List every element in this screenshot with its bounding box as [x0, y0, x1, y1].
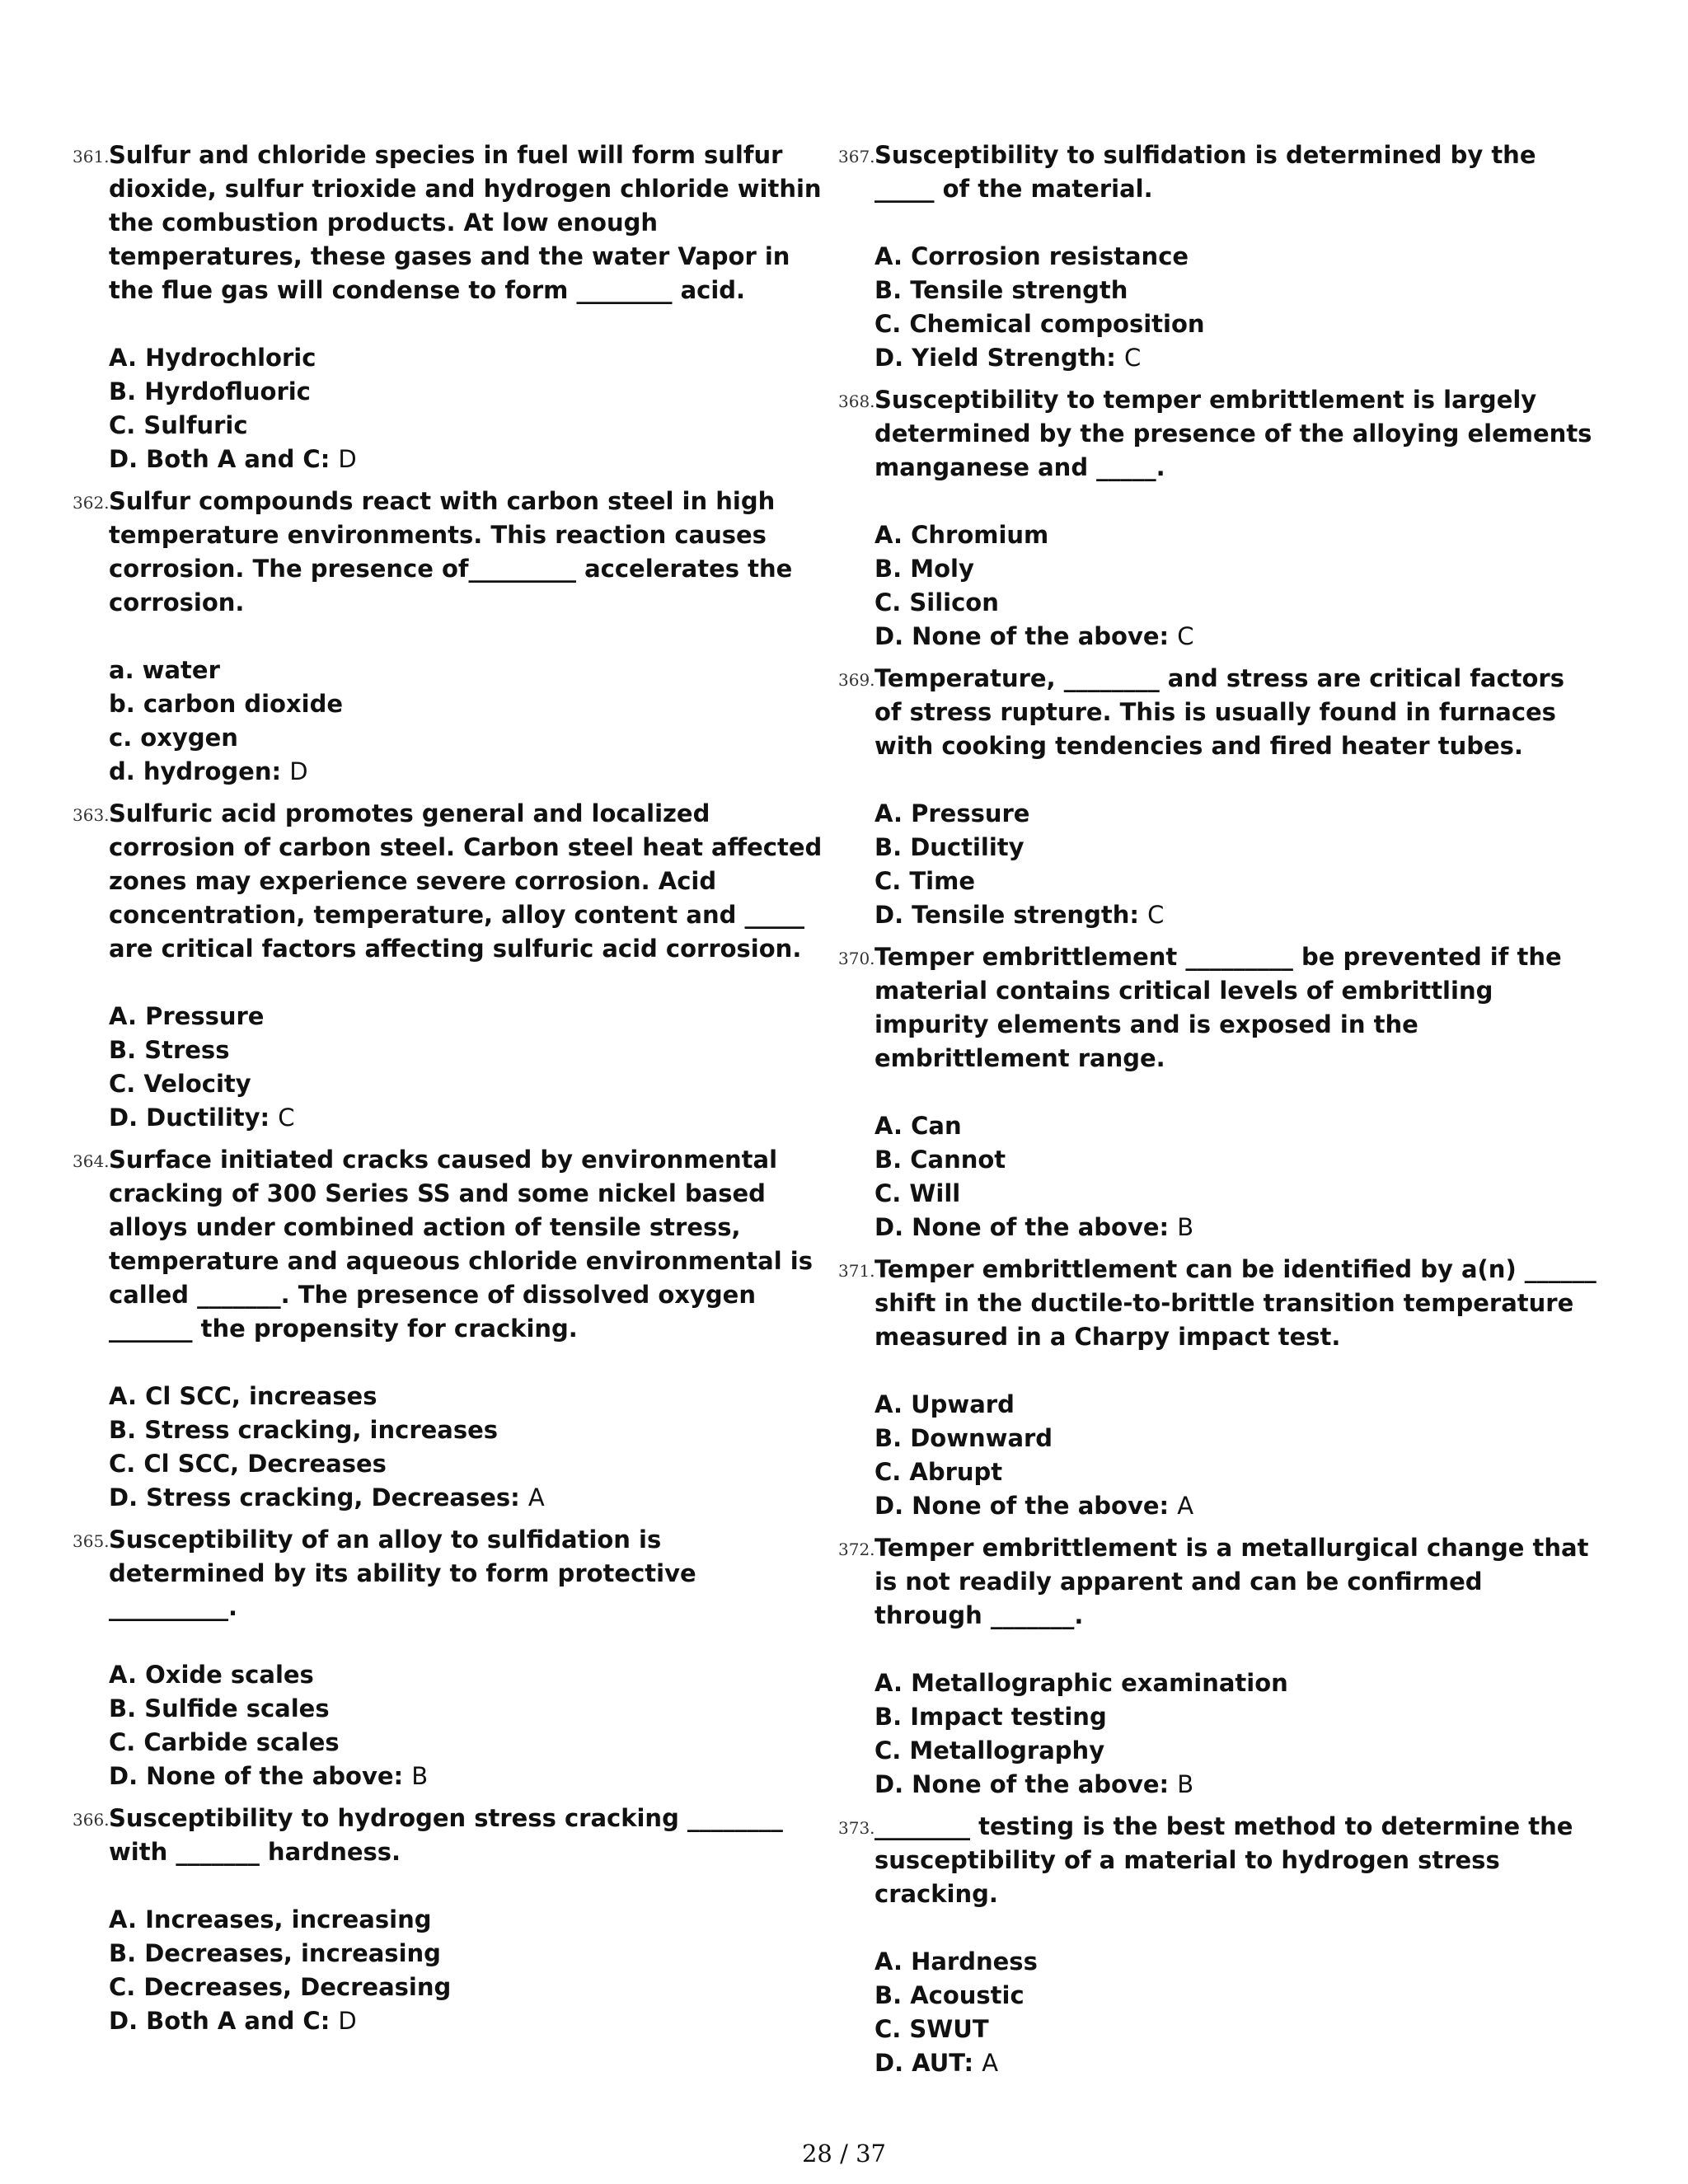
option-item: B. Impact testing — [874, 1703, 1107, 1731]
option-item-with-answer — [874, 1489, 1597, 1523]
option-item: B. Hyrdofluoric — [109, 377, 311, 405]
left-column — [73, 138, 823, 2046]
last-option-text: D. Ductility: — [109, 1104, 270, 1132]
page-number: 28 / 37 — [801, 2139, 886, 2168]
option-item: A. Cl SCC, increases — [109, 1382, 377, 1410]
last-option-text: D. Yield Strength: — [874, 344, 1116, 372]
question-text: Susceptibility to hydrogen stress cracking ________ with _______ hardness. — [109, 1804, 783, 1866]
options-list — [874, 1388, 1597, 1523]
option-item: a. water — [109, 656, 220, 684]
option-item: C. Sulfuric — [109, 411, 248, 439]
options-list — [109, 1380, 823, 1515]
last-option-text: D. None of the above: — [874, 622, 1170, 650]
answer-key: C — [1123, 344, 1142, 372]
option-item: C. Silicon — [874, 588, 999, 616]
options-list — [874, 1109, 1597, 1244]
option-item: B. Sulfide scales — [109, 1694, 330, 1722]
question-number: 361. — [73, 147, 110, 166]
question-text: Temper embrittlement _________ be prevented if the material contains critical levels of embrittling impurity elements and is exposed in the embrittlement range. — [874, 943, 1562, 1072]
last-option-text: D. None of the above: — [109, 1762, 404, 1790]
question-364 — [73, 1143, 823, 1515]
question-number: 365. — [73, 1531, 110, 1551]
option-item: A. Oxide scales — [109, 1661, 314, 1689]
option-item: B. Acoustic — [874, 1981, 1025, 2009]
answer-key: A — [528, 1483, 545, 1511]
question-368 — [838, 383, 1597, 654]
question-text: Susceptibility to sulfidation is determined by the _____ of the material. — [874, 141, 1536, 203]
last-option-text: D. Tensile strength: — [874, 901, 1139, 929]
options-list — [109, 1658, 823, 1793]
option-item: B. Stress cracking, increases — [109, 1416, 499, 1444]
option-item: C. Chemical composition — [874, 310, 1205, 338]
question-372 — [838, 1531, 1597, 1802]
options-list — [874, 240, 1597, 375]
option-item: A. Pressure — [874, 799, 1030, 827]
question-text: Susceptibility of an alloy to sulfidation is determined by its ability to form protective __________. — [109, 1526, 696, 1621]
question-369 — [838, 662, 1597, 932]
answer-key: A — [982, 2049, 999, 2077]
question-text: Susceptibility to temper embrittlement is largely determined by the presence of the alloying elements manganese and _____. — [874, 386, 1592, 481]
option-item: A. Metallographic examination — [874, 1669, 1288, 1697]
question-text: Sulfuric acid promotes general and localized corrosion of carbon steel. Carbon steel heat affected zones may experience severe corrosion. Acid concentration, temperature, alloy content and _____ are critical factors affecting sulfuric acid corrosion. — [109, 799, 823, 963]
right-column — [838, 138, 1597, 2088]
last-option-text: d. hydrogen: — [109, 757, 282, 785]
option-item: A. Chromium — [874, 521, 1049, 549]
option-item: b. carbon dioxide — [109, 690, 344, 718]
question-text: Sulfur compounds react with carbon steel in high temperature environments. This reaction causes corrosion. The presence of_________ accelerates the corrosion. — [109, 487, 793, 616]
answer-key: D — [289, 757, 308, 785]
option-item: C. Time — [874, 867, 976, 895]
answer-key: A — [1177, 1492, 1194, 1520]
option-item-with-answer — [874, 898, 1597, 932]
options-list — [874, 797, 1597, 932]
options-list — [874, 518, 1597, 654]
last-option-text: D. AUT: — [874, 2049, 974, 2077]
option-item: B. Stress — [109, 1036, 230, 1064]
question-362 — [73, 485, 823, 789]
answer-key: C — [1147, 901, 1165, 929]
option-item-with-answer — [109, 443, 823, 476]
answer-key: B — [1177, 1213, 1194, 1241]
option-item: A. Pressure — [109, 1002, 265, 1030]
last-option-text: D. None of the above: — [874, 1770, 1170, 1798]
question-number: 371. — [838, 1261, 875, 1281]
last-option-text: D. None of the above: — [874, 1213, 1170, 1241]
option-item: C. Abrupt — [874, 1458, 1003, 1486]
question-text: Temperature, ________ and stress are critical factors of stress rupture. This is usually found in furnaces with cooking tendencies and fired heater tubes. — [874, 664, 1564, 760]
answer-key: C — [1177, 622, 1194, 650]
question-text: Temper embrittlement can be identified by a(n) ______ shift in the ductile-to-brittle transition temperature measured in a Charpy impact test. — [874, 1255, 1597, 1351]
question-363 — [73, 797, 823, 1135]
question-text: Surface initiated cracks caused by environmental cracking of 300 Series SS and some nickel based alloys under combined action of tensile stress, temperature and aqueous chloride environmental is called _______. The presence of dissolved oxygen _______ the propensity for cracking. — [109, 1146, 813, 1343]
last-option-text: D. None of the above: — [874, 1492, 1170, 1520]
option-item: A. Corrosion resistance — [874, 242, 1189, 270]
option-item-with-answer — [109, 755, 823, 789]
option-item: A. Upward — [874, 1390, 1015, 1418]
answer-key: D — [338, 2007, 357, 2035]
question-number: 370. — [838, 949, 875, 968]
option-item: C. Decreases, Decreasing — [109, 1973, 452, 2001]
question-number: 364. — [73, 1151, 110, 1171]
answer-key: B — [1177, 1770, 1194, 1798]
question-number: 373. — [838, 1818, 875, 1838]
last-option-text: D. Both A and C: — [109, 445, 331, 473]
option-item-with-answer — [874, 1211, 1597, 1244]
option-item: A. Increases, increasing — [109, 1905, 432, 1933]
question-373 — [838, 1810, 1597, 2080]
question-text: Sulfur and chloride species in fuel will form sulfur dioxide, sulfur trioxide and hydrogen chloride within the combustion products. At low enough temperatures, these gases and the water Vapor in the flue gas will condense to form ________ acid. — [109, 141, 822, 304]
option-item: C. Velocity — [109, 1070, 251, 1098]
last-option-text: D. Both A and C: — [109, 2007, 331, 2035]
option-item: C. Cl SCC, Decreases — [109, 1450, 387, 1478]
option-item: c. oxygen — [109, 724, 238, 752]
question-number: 362. — [73, 493, 110, 513]
question-number: 368. — [838, 391, 875, 411]
option-item: A. Hardness — [874, 1947, 1038, 1975]
question-text: Temper embrittlement is a metallurgical change that is not readily apparent and can be confirmed through _______. — [874, 1534, 1589, 1629]
option-item-with-answer — [874, 620, 1597, 654]
option-item: C. Carbide scales — [109, 1728, 340, 1756]
question-370 — [838, 940, 1597, 1244]
question-361 — [73, 138, 823, 476]
options-list — [109, 1903, 823, 2038]
question-number: 372. — [838, 1540, 875, 1559]
option-item: B. Moly — [874, 555, 974, 583]
options-list — [109, 1000, 823, 1135]
option-item-with-answer — [109, 2004, 823, 2038]
option-item: A. Can — [874, 1112, 962, 1140]
question-366 — [73, 1802, 823, 2038]
answer-key: B — [411, 1762, 429, 1790]
question-number: 367. — [838, 147, 875, 166]
options-list — [109, 654, 823, 789]
option-item-with-answer — [109, 1101, 823, 1135]
question-365 — [73, 1523, 823, 1793]
option-item: B. Ductility — [874, 833, 1025, 861]
last-option-text: D. Stress cracking, Decreases: — [109, 1483, 520, 1511]
question-number: 369. — [838, 670, 875, 690]
option-item: A. Hydrochloric — [109, 344, 316, 372]
option-item-with-answer — [874, 341, 1597, 375]
question-number: 363. — [73, 805, 110, 825]
option-item: B. Decreases, increasing — [109, 1939, 441, 1967]
option-item: B. Cannot — [874, 1146, 1006, 1174]
option-item-with-answer — [874, 2046, 1597, 2080]
option-item-with-answer — [874, 1768, 1597, 1802]
options-list — [109, 341, 823, 476]
question-text: ________ testing is the best method to determine the susceptibility of a material to hydrogen stress cracking. — [874, 1812, 1573, 1908]
option-item: C. Metallography — [874, 1736, 1105, 1765]
option-item-with-answer — [109, 1760, 823, 1793]
options-list — [874, 1666, 1597, 1802]
option-item: B. Tensile strength — [874, 276, 1128, 304]
option-item: C. SWUT — [874, 2015, 989, 2043]
option-item: C. Will — [874, 1179, 961, 1207]
question-number: 366. — [73, 1810, 110, 1830]
question-371 — [838, 1253, 1597, 1523]
answer-key: C — [278, 1104, 295, 1132]
option-item: B. Downward — [874, 1424, 1053, 1452]
options-list — [874, 1945, 1597, 2080]
question-367 — [838, 138, 1597, 375]
option-item-with-answer — [109, 1481, 823, 1515]
answer-key: D — [338, 445, 357, 473]
